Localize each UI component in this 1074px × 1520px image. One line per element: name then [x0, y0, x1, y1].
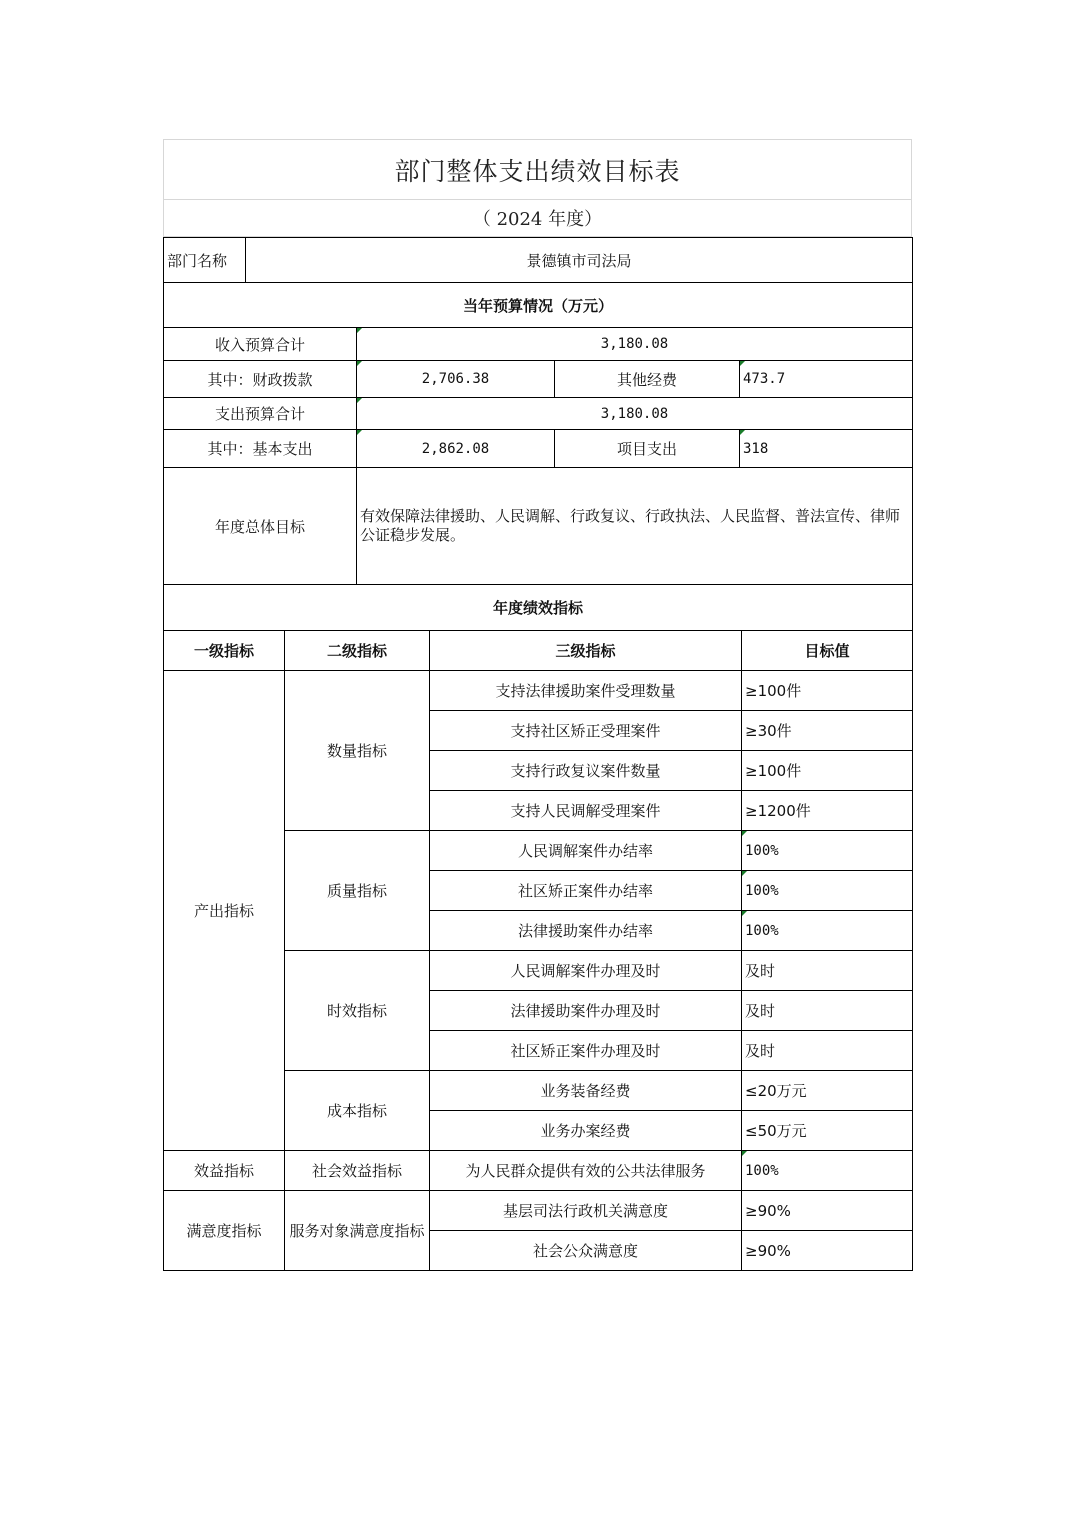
- target-value: ≤20万元: [742, 1071, 913, 1111]
- indicator-header-row: [164, 631, 913, 671]
- other-funds-label: 其他经费: [555, 361, 740, 398]
- dept-label: 部门名称: [164, 238, 246, 283]
- indicator-name: 人民调解案件办结率: [430, 831, 742, 871]
- indicator-name: 支持行政复议案件数量: [430, 751, 742, 791]
- level1-satisfaction: 满意度指标: [164, 1191, 285, 1271]
- fiscal-label: 其中：财政拨款: [164, 361, 357, 398]
- annual-goal-label: 年度总体目标: [164, 468, 357, 585]
- indicator-name: 社区矫正案件办理及时: [430, 1031, 742, 1071]
- annual-goal-row: [164, 468, 913, 585]
- level2-service: 服务对象满意度指标: [285, 1191, 430, 1271]
- indicator-section-title: 年度绩效指标: [164, 585, 913, 631]
- basic-expense-row: [164, 430, 913, 468]
- indicator-name: 支持社区矫正受理案件: [430, 711, 742, 751]
- indicator-name: 社会公众满意度: [430, 1231, 742, 1271]
- basic-expense-value: 2,862.08: [357, 430, 555, 468]
- target-value: 及时: [742, 951, 913, 991]
- table-row: [164, 1191, 913, 1231]
- target-value: 100%: [742, 911, 913, 951]
- sheet-title: 部门整体支出绩效目标表: [163, 139, 912, 199]
- budget-section-title: 当年预算情况（万元）: [164, 283, 913, 328]
- header-level2: 二级指标: [285, 631, 430, 671]
- fiscal-value: 2,706.38: [357, 361, 555, 398]
- sheet-year: （ 2024 年度）: [163, 199, 912, 237]
- target-value: 100%: [742, 1151, 913, 1191]
- target-value: ≤50万元: [742, 1111, 913, 1151]
- fiscal-row: [164, 361, 913, 398]
- target-value: 100%: [742, 831, 913, 871]
- target-value: ≥30件: [742, 711, 913, 751]
- indicator-name: 人民调解案件办理及时: [430, 951, 742, 991]
- annual-goal-text: [357, 468, 913, 585]
- level2-social: 社会效益指标: [285, 1151, 430, 1191]
- level2-cost: 成本指标: [285, 1071, 430, 1151]
- indicator-name: 法律援助案件办理及时: [430, 991, 742, 1031]
- level2-timeliness: 时效指标: [285, 951, 430, 1071]
- budget-table: [163, 237, 913, 631]
- indicator-section-row: [164, 585, 913, 631]
- other-funds-value: 473.7: [740, 361, 913, 398]
- performance-target-sheet: [163, 139, 912, 1271]
- dept-row: [164, 238, 913, 283]
- income-total-row: [164, 328, 913, 361]
- header-level1: 一级指标: [164, 631, 285, 671]
- dept-name: 景德镇市司法局: [246, 238, 913, 283]
- indicator-name: 为人民群众提供有效的公共法律服务: [430, 1151, 742, 1191]
- target-value: ≥100件: [742, 671, 913, 711]
- target-value: 100%: [742, 871, 913, 911]
- target-value: ≥1200件: [742, 791, 913, 831]
- indicator-name: 基层司法行政机关满意度: [430, 1191, 742, 1231]
- header-level3: 三级指标: [430, 631, 742, 671]
- table-row: [164, 1151, 913, 1191]
- indicator-name: 业务装备经费: [430, 1071, 742, 1111]
- table-row: [164, 671, 913, 711]
- income-total-value: 3,180.08: [357, 328, 913, 361]
- project-expense-value: 318: [740, 430, 913, 468]
- budget-section-row: [164, 283, 913, 328]
- level2-quantity: 数量指标: [285, 671, 430, 831]
- target-value: 及时: [742, 991, 913, 1031]
- indicator-name: 法律援助案件办结率: [430, 911, 742, 951]
- expense-total-label: 支出预算合计: [164, 398, 357, 430]
- income-total-label: 收入预算合计: [164, 328, 357, 361]
- indicator-table: [163, 630, 913, 1271]
- target-value: ≥90%: [742, 1191, 913, 1231]
- target-value: ≥100件: [742, 751, 913, 791]
- target-value: ≥90%: [742, 1231, 913, 1271]
- indicator-name: 支持法律援助案件受理数量: [430, 671, 742, 711]
- project-expense-label: 项目支出: [555, 430, 740, 468]
- annual-goal-content: 有效保障法律援助、人民调解、行政复议、行政执法、人民监督、普法宣传、律师公证稳步发展。: [360, 507, 901, 544]
- indicator-name: 支持人民调解受理案件: [430, 791, 742, 831]
- header-target: 目标值: [742, 631, 913, 671]
- level1-benefit: 效益指标: [164, 1151, 285, 1191]
- level1-output: 产出指标: [164, 671, 285, 1151]
- indicator-name: 业务办案经费: [430, 1111, 742, 1151]
- basic-expense-label: 其中：基本支出: [164, 430, 357, 468]
- expense-total-value: 3,180.08: [357, 398, 913, 430]
- target-value: 及时: [742, 1031, 913, 1071]
- expense-total-row: [164, 398, 913, 430]
- level2-quality: 质量指标: [285, 831, 430, 951]
- indicator-name: 社区矫正案件办结率: [430, 871, 742, 911]
